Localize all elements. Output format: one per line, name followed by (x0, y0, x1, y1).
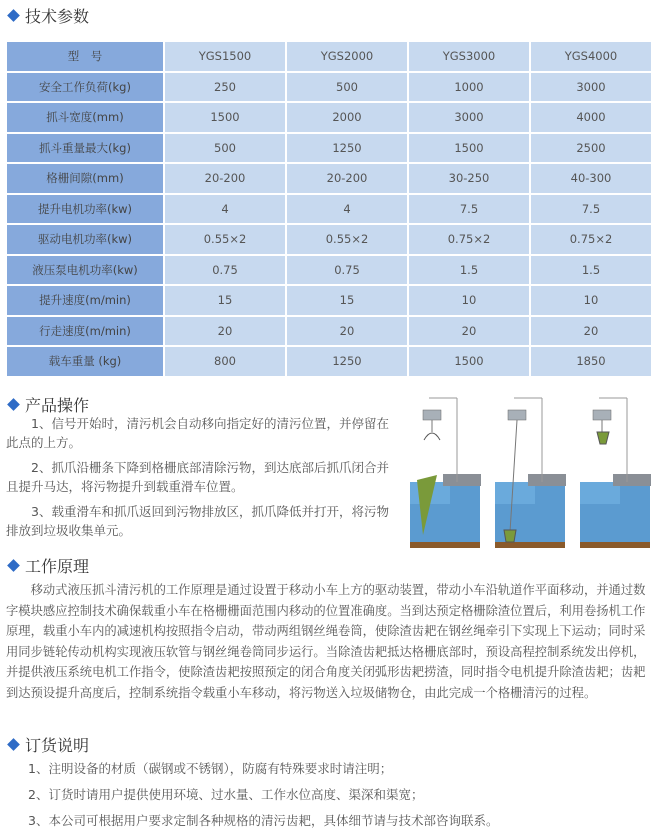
row-label: 安全工作负荷(kg) (7, 73, 163, 102)
table-cell: 1000 (409, 73, 529, 102)
table-cell: YGS3000 (409, 42, 529, 71)
table-cell: 0.55×2 (287, 225, 407, 254)
table-header-row (7, 42, 651, 71)
operation-diagram (405, 392, 655, 557)
table-row (7, 195, 651, 224)
table-cell: 15 (165, 286, 285, 315)
section-title-ordering: 订货说明 (6, 733, 89, 756)
table-cell: 20-200 (287, 164, 407, 193)
table-cell: 0.55×2 (165, 225, 285, 254)
principle-text: 移动式液压抓斗清污机的工作原理是通过设置于移动小车上方的驱动装置，带动小车沿轨道作平面移动，并通过数字模块感应控制技术确保载重小车在格栅栅面范围内移动的位置准确度。当到达预定格栅除渣位置后，利用卷扬机工作原理，载重小车内的减速机构按照指令启动，带动两组钢丝绳卷筒，使除渣齿耙在钢丝绳牵引下实现上下运动；同时采用同步链轮传动机构实现液压软管与钢丝绳卷筒同步运行。当除渣齿耙抵达格栅底部时，预设高程控制系统发出停机，并提供液压系统电机工作指令，使除渣齿耙按照预定的闭合角度关闭弧形齿耙捞渣，同时指令电机提升除渣齿耙；齿耙到达预设提升高度后，控制系统指令载重小车移动，将污物送入垃圾储物仓，由此完成一个格栅清污的过程。 (6, 583, 646, 700)
table-cell: 250 (165, 73, 285, 102)
table-cell: 20 (165, 317, 285, 346)
diamond-icon (7, 559, 20, 572)
table-cell: YGS2000 (287, 42, 407, 71)
table-cell: 1500 (409, 134, 529, 163)
table-row (7, 164, 651, 193)
table-row (7, 73, 651, 102)
table-cell: 20 (287, 317, 407, 346)
table-cell: 3000 (409, 103, 529, 132)
diamond-icon (7, 738, 20, 751)
table-cell: 1500 (409, 347, 529, 376)
table-row (7, 286, 651, 315)
table-cell: 15 (287, 286, 407, 315)
ordering-list: 1、注明设备的材质（碳钢或不锈钢），防腐有特殊要求时请注明； 2、订货时请用户提供使用环境、过水量、工作水位高度、渠深和渠宽； 3、本公司可根据用户要求定制各种规格的清污齿耙，具体细节请与技术部咨询联系。 (28, 761, 499, 828)
table-cell: 40-300 (531, 164, 651, 193)
diagram-step-2 (495, 398, 566, 548)
section-title-principle: 工作原理 (6, 554, 89, 577)
table-row (7, 317, 651, 346)
table-row (7, 256, 651, 285)
table-row (7, 134, 651, 163)
table-cell: 20 (531, 317, 651, 346)
row-label: 提升电机功率(kw) (7, 195, 163, 224)
row-label: 抓斗重量最大(kg) (7, 134, 163, 163)
table-row (7, 103, 651, 132)
table-cell: 20 (409, 317, 529, 346)
spec-table (5, 40, 653, 378)
row-label: 型 号 (7, 42, 163, 71)
row-label: 载车重量 (kg) (7, 347, 163, 376)
row-label: 驱动电机功率(kw) (7, 225, 163, 254)
diagram-step-3 (580, 398, 651, 548)
table-cell: 4 (287, 195, 407, 224)
row-label: 液压泵电机功率(kw) (7, 256, 163, 285)
table-cell: 2000 (287, 103, 407, 132)
table-cell: 10 (409, 286, 529, 315)
diamond-icon (7, 398, 20, 411)
table-cell: 500 (287, 73, 407, 102)
section-title-params: 技术参数 (6, 4, 89, 27)
table-cell: 0.75×2 (531, 225, 651, 254)
table-cell: YGS1500 (165, 42, 285, 71)
diagram-step-1 (410, 398, 481, 548)
table-cell: 1250 (287, 134, 407, 163)
table-cell: 1850 (531, 347, 651, 376)
table-cell: 800 (165, 347, 285, 376)
row-label: 提升速度(m/min) (7, 286, 163, 315)
table-cell: 4000 (531, 103, 651, 132)
table-cell: 7.5 (409, 195, 529, 224)
table-cell: 4 (165, 195, 285, 224)
table-cell: 1500 (165, 103, 285, 132)
table-row (7, 347, 651, 376)
table-cell: YGS4000 (531, 42, 651, 71)
table-cell: 0.75 (165, 256, 285, 285)
table-cell: 0.75 (287, 256, 407, 285)
diamond-icon (7, 9, 20, 22)
table-cell: 7.5 (531, 195, 651, 224)
table-cell: 500 (165, 134, 285, 163)
table-row (7, 225, 651, 254)
row-label: 抓斗宽度(mm) (7, 103, 163, 132)
row-label: 行走速度(m/min) (7, 317, 163, 346)
table-cell: 30-250 (409, 164, 529, 193)
row-label: 格栅间隙(mm) (7, 164, 163, 193)
table-cell: 1.5 (531, 256, 651, 285)
section-title-operation: 产品操作 (6, 393, 89, 416)
operation-text: 1、信号开始时，清污机会自动移向指定好的清污位置，并停留在此点的上方。 2、抓爪沿栅条下降到格栅底部清除污物，到达底部后抓爪闭合并且提升马达，将污物提升到载重滑车位置。 3、载重滑车和抓爪返回到污物排放区，抓爪降低并打开，将污物排放到垃圾收集单元。 (6, 416, 389, 538)
table-cell: 1.5 (409, 256, 529, 285)
table-cell: 3000 (531, 73, 651, 102)
table-cell: 1250 (287, 347, 407, 376)
table-cell: 2500 (531, 134, 651, 163)
table-cell: 0.75×2 (409, 225, 529, 254)
table-cell: 10 (531, 286, 651, 315)
table-cell: 20-200 (165, 164, 285, 193)
